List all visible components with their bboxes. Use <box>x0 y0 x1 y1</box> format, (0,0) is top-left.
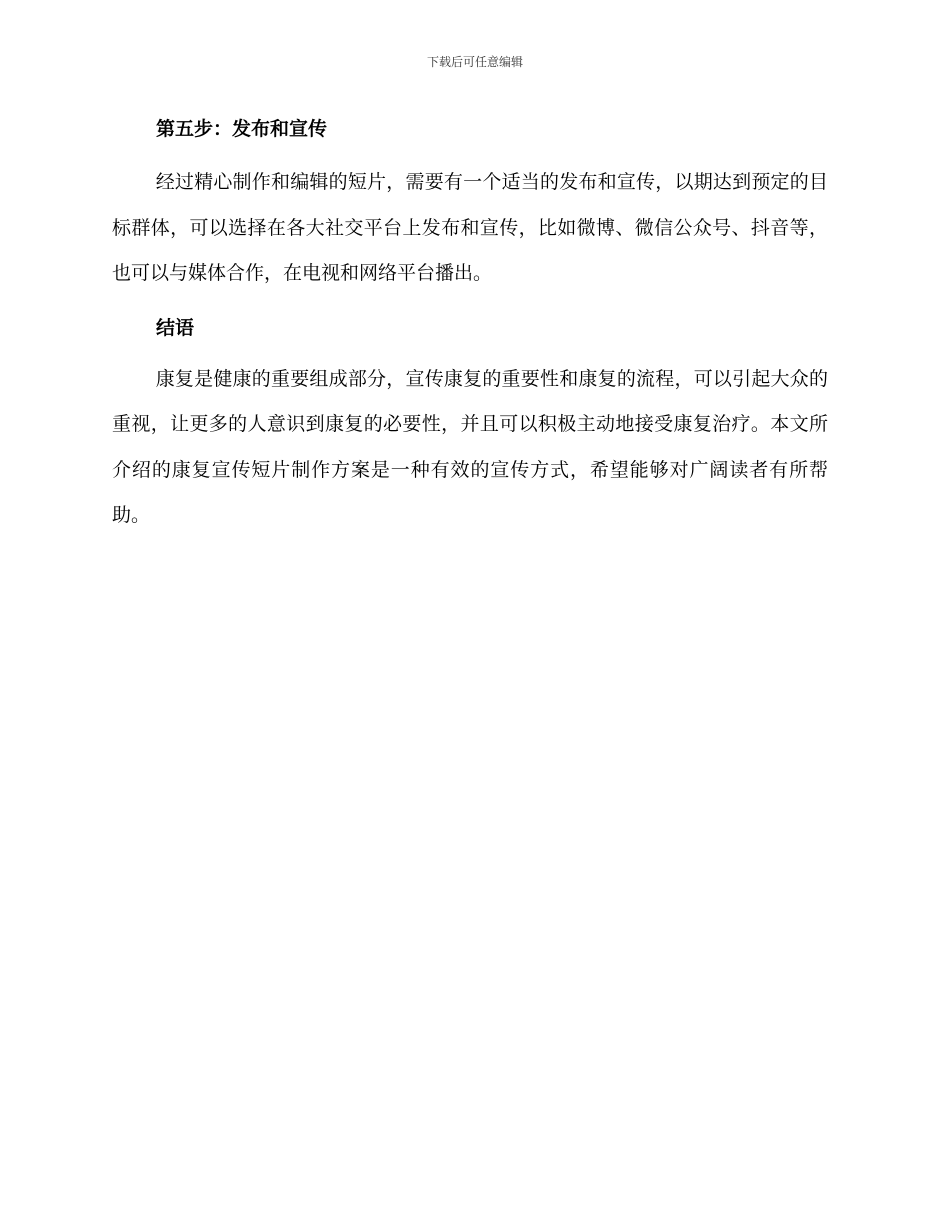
page-header: 下载后可任意编辑 <box>426 55 523 69</box>
section-heading-publish: 第五步：发布和宣传 <box>156 118 328 140</box>
section-paragraph-publish: 经过精心制作和编辑的短片，需要有一个适当的发布和宣传，以期达到预定的目标群体，可以选择在各大社交平台上发布和宣传，比如微博、微信公众号、抖音等，也可以与媒体合作，在电视和网络平台播出。 <box>112 171 828 284</box>
document-body <box>112 112 828 539</box>
section-heading-conclusion: 结语 <box>156 316 195 339</box>
section-paragraph-conclusion: 康复是健康的重要组成部分，宣传康复的重要性和康复的流程，可以引起大众的重视，让更多的人意识到康复的必要性，并且可以积极主动地接受康复治疗。本文所介绍的康复宣传短片制作方案是一种有效的宣传方式，希望能够对广阔读者有所帮助。 <box>112 367 828 526</box>
